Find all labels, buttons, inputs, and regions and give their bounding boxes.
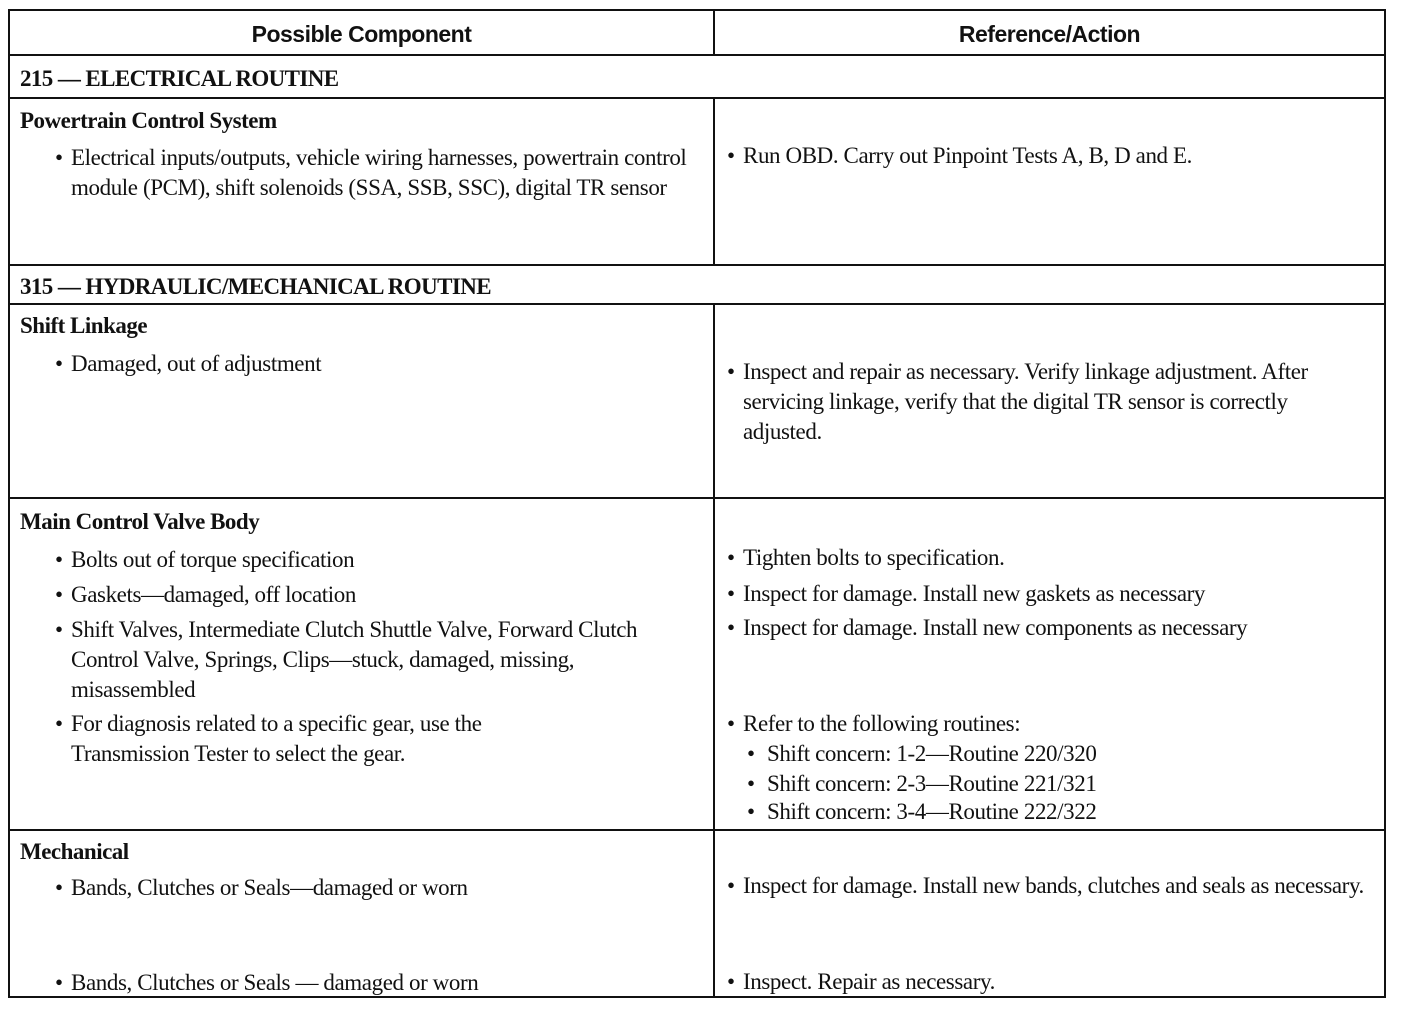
action-sub-item: • Shift concern: 2-3—Routine 221/321 xyxy=(767,769,1367,799)
component-item: • Damaged, out of adjustment xyxy=(71,349,701,379)
action-item: • Inspect. Repair as necessary. xyxy=(743,967,1383,997)
bullet: • xyxy=(727,143,735,168)
group-title: Mechanical xyxy=(20,839,129,864)
bullet: • xyxy=(747,799,755,824)
group-title: Powertrain Control System xyxy=(20,108,277,133)
bullet: • xyxy=(727,873,735,898)
component-item: • Gaskets—damaged, off location xyxy=(71,580,701,610)
section-row-electrical xyxy=(10,56,1384,99)
component-item: • Shift Valves, Intermediate Clutch Shuttle Valve, Forward Clutch Control Valve, Springs, Clips—stuck, damaged, missing, misassembled xyxy=(55,617,638,702)
action-item: • Run OBD. Carry out Pinpoint Tests A, B, D and E. xyxy=(743,141,1373,171)
diagnostic-table xyxy=(8,9,1386,998)
group-title: Shift Linkage xyxy=(20,313,148,338)
bullet: • xyxy=(55,351,63,376)
action-item: • Tighten bolts to specification. xyxy=(743,543,1383,573)
bullet: • xyxy=(55,970,63,995)
action-item: • Refer to the following routines: xyxy=(743,709,1383,739)
component-item: • For diagnosis related to a specific gear, use the Transmission Tester to select the gear. xyxy=(55,711,482,766)
table-row xyxy=(10,305,1384,499)
bullet: • xyxy=(55,711,63,736)
action-item: • Inspect and repair as necessary. Verify linkage adjustment. After servicing linkage, verify that the digital TR sensor is correctly adjusted. xyxy=(727,359,1308,444)
bullet: • xyxy=(727,359,735,384)
bullet: • xyxy=(727,615,735,640)
bullet: • xyxy=(55,617,63,642)
bullet: • xyxy=(747,771,755,796)
table-row xyxy=(10,499,1384,831)
bullet: • xyxy=(747,741,755,766)
column-header-reference-action: Reference/Action xyxy=(958,21,1141,47)
component-item: • Electrical inputs/outputs, vehicle wiring harnesses, powertrain control module (PCM), shift solenoids (SSA, SSB, SSC), digital TR sensor xyxy=(55,145,687,200)
component-item: • Bands, Clutches or Seals—damaged or worn xyxy=(71,873,701,903)
component-item: • Bolts out of torque specification xyxy=(71,545,701,575)
bullet: • xyxy=(55,547,63,572)
action-sub-item: • Shift concern: 3-4—Routine 222/322 xyxy=(767,797,1367,827)
group-title: Main Control Valve Body xyxy=(20,509,260,534)
column-header-possible-component: Possible Component xyxy=(251,21,472,47)
bullet: • xyxy=(727,969,735,994)
action-item: • Inspect for damage. Install new components as necessary xyxy=(743,613,1383,643)
bullet: • xyxy=(727,711,735,736)
table-row xyxy=(10,831,1384,996)
section-row-hydraulic xyxy=(10,266,1384,305)
table-header-row xyxy=(10,11,1384,56)
action-item: • Inspect for damage. Install new gaskets as necessary xyxy=(743,579,1383,609)
section-title: 215 — ELECTRICAL ROUTINE xyxy=(20,66,339,91)
action-sub-item: • Shift concern: 1-2—Routine 220/320 xyxy=(767,739,1367,769)
bullet: • xyxy=(55,582,63,607)
bullet: • xyxy=(727,545,735,570)
table-row xyxy=(10,99,1384,266)
component-item: • Bands, Clutches or Seals — damaged or worn xyxy=(71,968,701,998)
action-item: • Inspect for damage. Install new bands, clutches and seals as necessary. xyxy=(743,871,1383,901)
bullet: • xyxy=(55,145,63,170)
bullet: • xyxy=(727,581,735,606)
section-title: 315 — HYDRAULIC/MECHANICAL ROUTINE xyxy=(20,274,491,299)
bullet: • xyxy=(55,875,63,900)
